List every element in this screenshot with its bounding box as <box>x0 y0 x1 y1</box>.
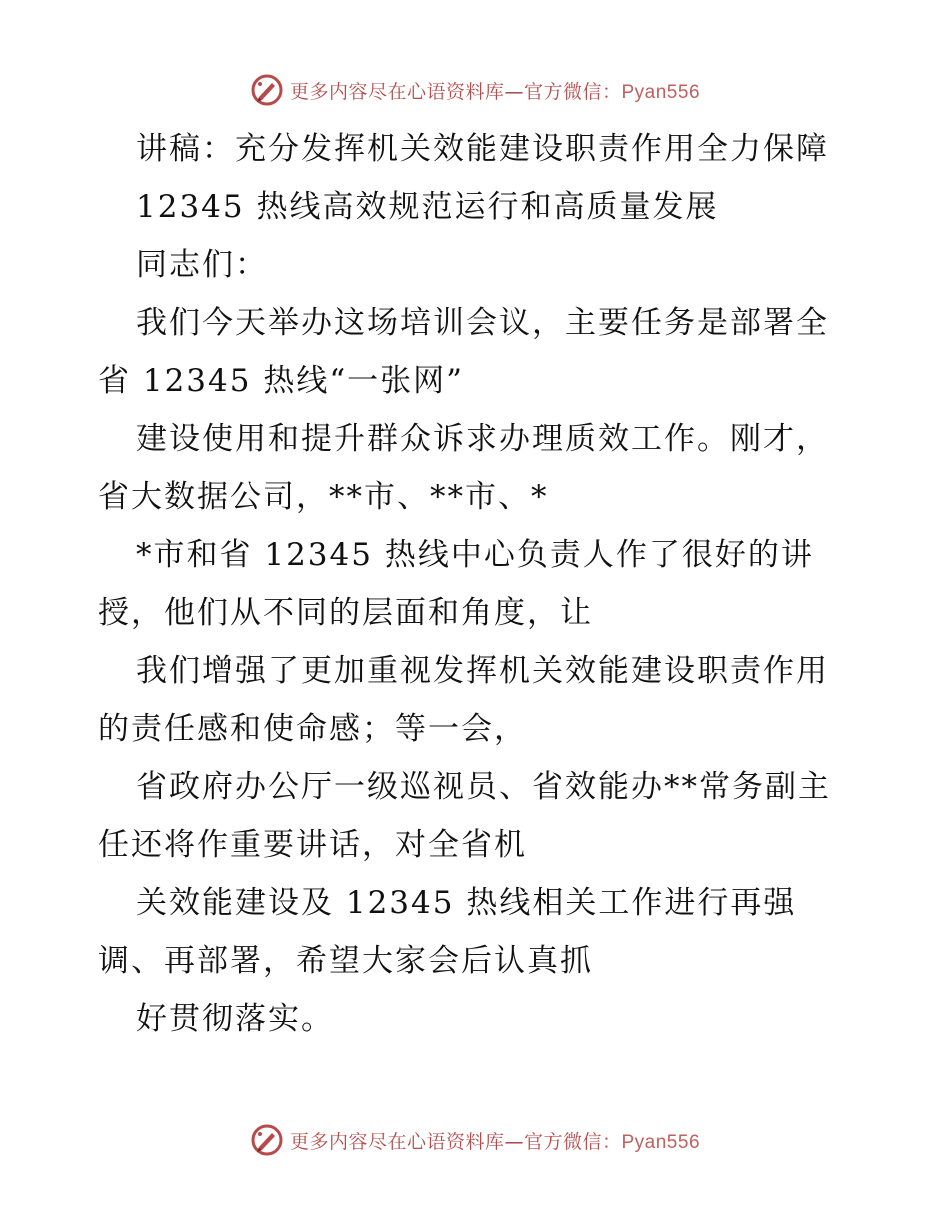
text-line: 任还将作重要讲话，对全省机 <box>98 827 527 863</box>
text-line: 我们增强了更加重视发挥机关效能建设职责作用 <box>136 653 829 689</box>
footer-watermark <box>0 1120 950 1160</box>
text-line: 我们今天举办这场培训会议，主要任务是部署全 <box>136 305 829 341</box>
text-line: 省政府办公厅一级巡视员、省效能办**常务副主 <box>136 769 831 805</box>
header-watermark <box>0 70 950 110</box>
text-line: 的责任感和使命感；等一会， <box>98 711 527 747</box>
text-line: 省大数据公司，**市、**市、* <box>98 479 549 515</box>
text-line: 授，他们从不同的层面和角度，让 <box>98 595 593 631</box>
watermark-wechat-label: 官方微信： <box>523 80 622 103</box>
watermark-site: 更多内容尽在心语资料库 <box>289 80 505 103</box>
pen-logo-icon <box>250 73 284 107</box>
document-body <box>98 120 858 1048</box>
watermark-wechat-id: Pyan556 <box>621 81 701 103</box>
watermark-separator: — <box>504 1130 524 1153</box>
watermark-text <box>290 77 700 104</box>
pen-logo-icon <box>250 1123 284 1157</box>
watermark-wechat-label: 官方微信： <box>523 1130 622 1153</box>
text-line: 调、再部署，希望大家会后认真抓 <box>98 943 593 979</box>
text-line: 12345 热线高效规范运行和高质量发展 <box>136 189 719 225</box>
text-line: 省 12345 热线“一张网” <box>98 363 465 399</box>
watermark-site: 更多内容尽在心语资料库 <box>289 1130 505 1153</box>
text-line: 建设使用和提升群众诉求办理质效工作。刚才， <box>136 421 829 457</box>
text-line: *市和省 12345 热线中心负责人作了很好的讲 <box>136 537 814 573</box>
text-line: 好贯彻落实。 <box>136 1001 334 1037</box>
text-line: 讲稿：充分发挥机关效能建设职责作用全力保障 <box>136 131 829 167</box>
watermark-separator: — <box>504 80 524 103</box>
text-line: 同志们： <box>136 247 268 283</box>
watermark-wechat-id: Pyan556 <box>621 1131 701 1153</box>
watermark-text <box>290 1127 700 1154</box>
text-line: 关效能建设及 12345 热线相关工作进行再强 <box>136 885 797 921</box>
